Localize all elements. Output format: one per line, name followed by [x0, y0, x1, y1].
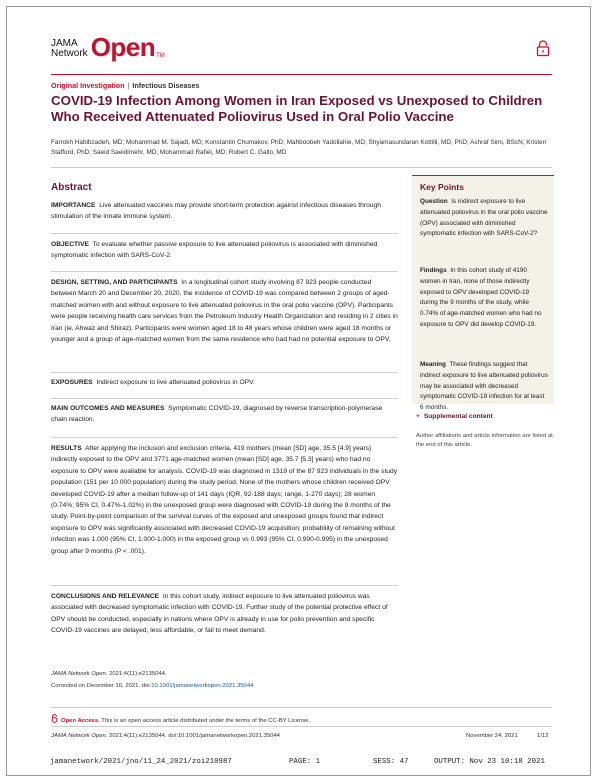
- section-text: After applying the inclusion and exclusion criteria, 419 mothers (mean [SD] age, 35.5 [4.9] years) indirectly exposed to the OPV and 3771 age-matched women (mean [SD] age, 35.7 [5.3] years) who had no exposure to OPV were available for analysis. COVID-19 was diagnosed in 1319 of the 87 923 individuals in the study population (151 per 10 000 population) during the study period. None of the mothers whose children received OPV developed COVID-19 after a median follow-up of 141 days (IQR, 92-188 days; range, 1-270 days); 28 women (0.74%; 95% CI, 0.47%-1.02%) in the unexposed group were diagnosed with COVID-19 during the 9 months of the study. Point-by-point comparison of the survival curves of the exposed and unexposed groups found that indirect exposure to OPV was significantly associated with decreased COVID-19 acquisition; probability of remaining without infection was 1.000 (95% CI, 1.000-1.000) in the exposed group vs 0.993 (95% CI, 0.990-0.995) in the unexposed group after 9 months (P < .001).: [51, 445, 398, 555]
- footer-ref: 2021;4(11):e2135044. doi:10.1001/jamanetworkopen.2021.35044: [109, 733, 280, 739]
- open-access-label: Open Access.: [61, 718, 100, 724]
- open-access-note: [51, 714, 310, 724]
- logo-line-jama: JAMA: [51, 38, 78, 49]
- section-text: To evaluate whether passive exposure to live attenuated poliovirus is associated with diminished symptomatic infection with SARS-CoV-2.: [51, 241, 378, 260]
- key-points-meaning: [420, 360, 548, 414]
- section-divider: [51, 233, 398, 234]
- section-divider: [51, 437, 398, 438]
- correction-line: [51, 682, 391, 691]
- section-text: Live attenuated vaccines may provide short-term protection against infectious diseases through stimulation of the innate immune system.: [51, 202, 381, 221]
- journal-logo[interactable]: [51, 32, 165, 62]
- logo-tm: TM: [156, 53, 165, 59]
- section-label: RESULTS: [51, 445, 82, 452]
- header-rule: [51, 74, 552, 75]
- footer-rule: [51, 726, 552, 727]
- abstract-objective: [51, 239, 398, 262]
- abstract-conclusions: [51, 591, 398, 637]
- supplemental-content-link[interactable]: [416, 413, 493, 420]
- open-access-icon: [51, 714, 58, 723]
- section-text: Symptomatic COVID-19, diagnosed by reverse transcription-polymerase chain reaction.: [51, 405, 383, 424]
- question-label: Question: [420, 198, 448, 205]
- section-divider: [51, 585, 398, 586]
- title-rule: [51, 167, 552, 168]
- abstract-heading: Abstract: [51, 182, 92, 193]
- plus-icon: +: [416, 413, 420, 420]
- key-points-heading: Key Points: [420, 182, 464, 192]
- print-output: OUTPUT: Nov 23 10:18 2021: [434, 758, 545, 766]
- author-list: Farrokh Habibzadeh, MD; Mohammad M. Sajadi, MD; Konstantin Chumakov, PhD; Mahboobeh Yadollahie, MD; Shyamasundaran Kottilil, MD, PhD; Ashraf Simi, BScN; Kristen Stafford, PhD; Saeid Saeidimehr, MD; Mohammad Rafiei, MD; Robert C. Gallo, MD: [51, 139, 547, 156]
- section-text: In a longitudinal cohort study involving 87 923 people conducted between March 20 and December 20, 2020, the incidence of COVID-19 was compared between 2 groups of aged-matched women with and without exposure to live attenuated poliovirus in the oral polio vaccine (OPV). Participants were people receiving health care services from the Petroleum Industry Health Organization and residing in 2 cities in Iran (ie, Ahwaz and Shiraz). Participants were women aged 18 to 48 years whose children were aged 18 months or younger and a group of age-matched women from the same residence who had had no potential exposure to OPV.: [51, 279, 398, 344]
- article-title: COVID-19 Infection Among Women in Iran Exposed vs Unexposed to Children Who Received Attenuated Poliovirus Used in Oral Polio Vaccine: [51, 93, 543, 124]
- meaning-text: These findings suggest that indirect exposure to live attenuated poliovirus may be associated with decreased symptomatic COVID-19 infection for at least 6 months.: [420, 361, 548, 412]
- abstract-importance: [51, 200, 398, 223]
- supplemental-label: Supplemental content: [423, 413, 493, 420]
- abstract-exposures: [51, 377, 398, 388]
- section-divider: [51, 398, 398, 399]
- article-kicker: Original Investigation | Infectious Diseases: [51, 81, 200, 90]
- citation-ref: 2021;4(11):e2135044.: [109, 671, 167, 677]
- section-label: OBJECTIVE: [51, 241, 89, 248]
- citation-journal: JAMA Network Open.: [51, 671, 108, 677]
- logo-line-network: Network: [51, 48, 88, 59]
- question-text: Is indirect exposure to live attenuated poliovirus in the oral polio vaccine (OPV) associated with diminished symptomatic infection with SARS-CoV-2?: [420, 198, 548, 238]
- logo-open: Open: [90, 32, 156, 62]
- print-page: PAGE: 1: [289, 758, 321, 766]
- doi-link[interactable]: 10.1001/jamanetworkopen.2021.35044: [151, 683, 254, 689]
- meaning-label: Meaning: [420, 361, 446, 368]
- footer-citation: [51, 733, 280, 739]
- abstract-outcomes: [51, 403, 398, 426]
- findings-label: Findings: [420, 267, 447, 274]
- footer-page: 1/12: [537, 733, 549, 739]
- section-label: MAIN OUTCOMES AND MEASURES: [51, 405, 165, 412]
- abstract-design: [51, 277, 398, 345]
- findings-text: In this cohort study of 4190 women in Iran, none of those indirectly exposed to OPV developed COVID-19 during the 9 months of the study, while 0.74% of age-matched women who had no exposure to OPV did develop COVID-19.: [420, 267, 542, 328]
- section-label: IMPORTANCE: [51, 202, 96, 209]
- section-divider: [51, 372, 398, 373]
- citation-line: [51, 670, 391, 679]
- print-path: jamanetwork/2021/jno/11_24_2021/zoi210987: [50, 758, 232, 766]
- footer-date: November 24, 2021: [466, 733, 518, 739]
- lock-icon[interactable]: [536, 39, 550, 57]
- abstract-results: [51, 443, 398, 557]
- article-section: Infectious Diseases: [132, 81, 200, 90]
- key-points-question: [420, 197, 548, 240]
- print-sess: SESS: 47: [373, 758, 409, 766]
- footer-journal: JAMA Network Open.: [51, 733, 108, 739]
- affiliations-note: Author affiliations and article information are listed at the end of this article.: [416, 433, 553, 448]
- citation-rule: [51, 707, 552, 708]
- section-label: EXPOSURES: [51, 379, 93, 386]
- section-text: In this cohort study, indirect exposure to live attenuated poliovirus was associated with decreased symptomatic infection with COVID-19. Further study of the potential protective effect of OPV should be conducted, especially in nations where OPV is already in use for polio prevention and specific COVID-19 vaccines are delayed, less affordable, or fail to meet demand.: [51, 593, 388, 635]
- section-label: DESIGN, SETTING, AND PARTICIPANTS: [51, 279, 178, 286]
- section-divider: [51, 271, 398, 272]
- key-points-findings: [420, 266, 548, 331]
- correction-text: Corrected on December 10, 2021. doi:: [51, 683, 152, 689]
- section-text: Indirect exposure to live attenuated poliovirus in OPV.: [96, 379, 255, 386]
- article-type: Original Investigation: [51, 81, 125, 90]
- open-access-text: This is an open access article distributed under the terms of the CC-BY License.: [101, 718, 311, 724]
- section-label: CONCLUSIONS AND RELEVANCE: [51, 593, 160, 600]
